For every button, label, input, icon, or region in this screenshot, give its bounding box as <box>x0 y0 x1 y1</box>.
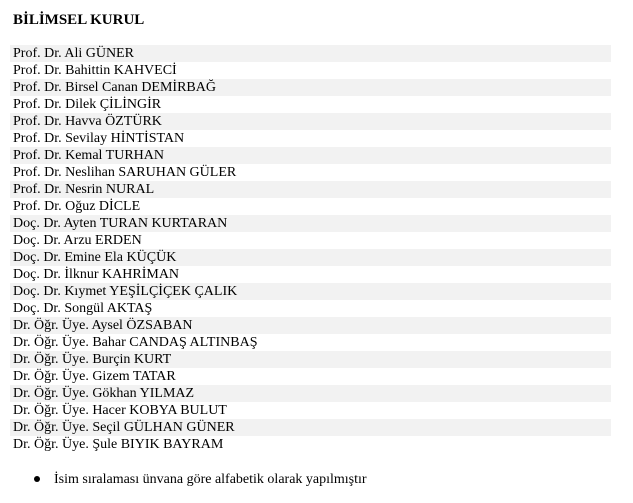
list-item: Dr. Öğr. Üye. Bahar CANDAŞ ALTINBAŞ <box>10 334 611 351</box>
list-item: Doç. Dr. Songül AKTAŞ <box>10 300 611 317</box>
footnote-text: İsim sıralaması ünvana göre alfabetik olarak yapılmıştır <box>54 472 367 487</box>
list-item: Dr. Öğr. Üye. Hacer KOBYA BULUT <box>10 402 611 419</box>
member-list <box>10 45 611 453</box>
list-item: Doç. Dr. Arzu ERDEN <box>10 232 611 249</box>
list-item: Dr. Öğr. Üye. Gizem TATAR <box>10 368 611 385</box>
list-item: Doç. Dr. Ayten TURAN KURTARAN <box>10 215 611 232</box>
list-item: Prof. Dr. Bahittin KAHVECİ <box>10 62 611 79</box>
list-item: Prof. Dr. Kemal TURHAN <box>10 147 611 164</box>
list-item: Dr. Öğr. Üye. Seçil GÜLHAN GÜNER <box>10 419 611 436</box>
bullet-icon <box>34 476 40 482</box>
footnote <box>34 471 367 489</box>
list-item: Doç. Dr. İlknur KAHRİMAN <box>10 266 611 283</box>
list-item: Prof. Dr. Oğuz DİCLE <box>10 198 611 215</box>
list-item: Prof. Dr. Birsel Canan DEMİRBAĞ <box>10 79 611 96</box>
list-item: Prof. Dr. Dilek ÇİLİNGİR <box>10 96 611 113</box>
list-item: Prof. Dr. Nesrin NURAL <box>10 181 611 198</box>
list-item: Dr. Öğr. Üye. Burçin KURT <box>10 351 611 368</box>
list-item: Doç. Dr. Kıymet YEŞİLÇİÇEK ÇALIK <box>10 283 611 300</box>
list-item: Dr. Öğr. Üye. Gökhan YILMAZ <box>10 385 611 402</box>
list-item: Dr. Öğr. Üye. Şule BIYIK BAYRAM <box>10 436 611 453</box>
list-item: Doç. Dr. Emine Ela KÜÇÜK <box>10 249 611 266</box>
list-item: Prof. Dr. Neslihan SARUHAN GÜLER <box>10 164 611 181</box>
page-title: BİLİMSEL KURUL <box>13 12 145 28</box>
list-item: Prof. Dr. Havva ÖZTÜRK <box>10 113 611 130</box>
list-item: Prof. Dr. Sevilay HİNTİSTAN <box>10 130 611 147</box>
list-item: Prof. Dr. Ali GÜNER <box>10 45 611 62</box>
list-item: Dr. Öğr. Üye. Aysel ÖZSABAN <box>10 317 611 334</box>
